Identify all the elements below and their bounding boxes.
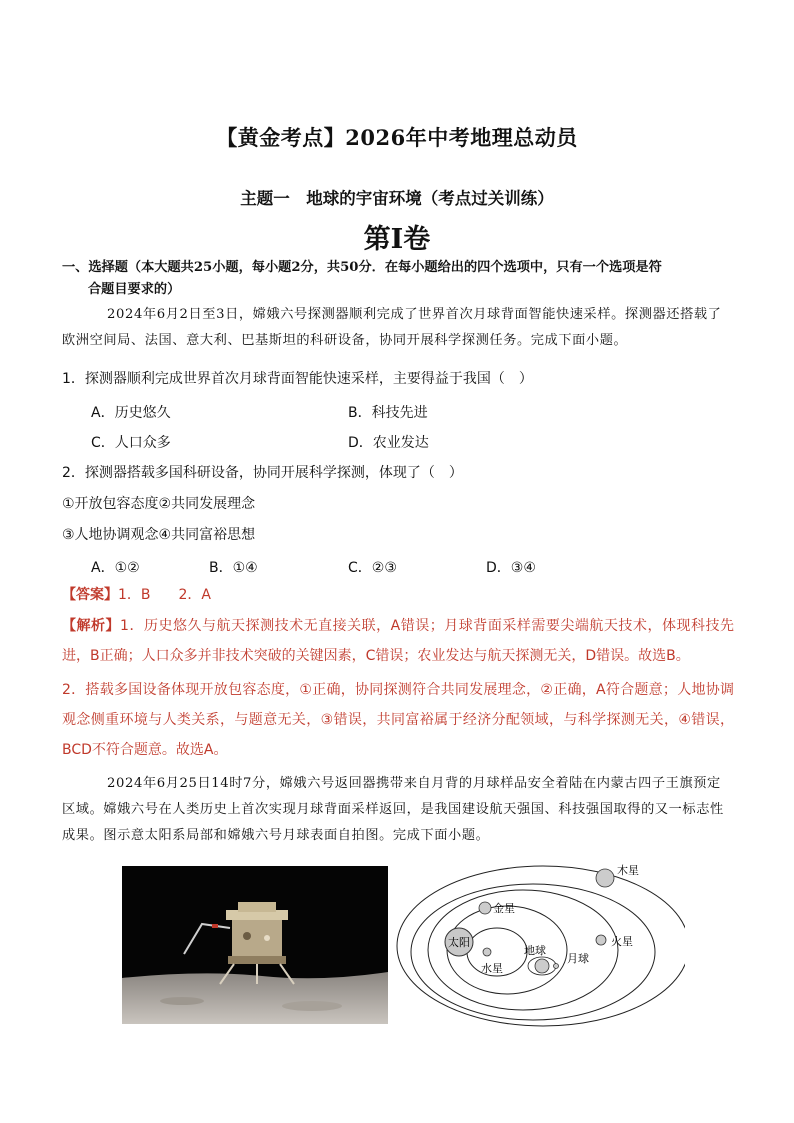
moon-icon <box>554 964 559 969</box>
page-title: 【黄金考点】2026年中考地理总动员 <box>216 125 578 150</box>
mars-icon <box>596 935 606 945</box>
q2-statements-1: ①开放包容态度②共同发展理念 <box>62 496 256 512</box>
jupiter-label: 木星 <box>617 864 639 877</box>
answer-line <box>62 584 211 604</box>
lander-photo-illustration <box>122 866 388 1024</box>
lander-selfie-photo <box>122 866 388 1024</box>
answer-label: 【答案】 <box>62 587 118 603</box>
mars-label: 火星 <box>611 935 633 948</box>
analysis-paragraph-1 <box>62 611 734 671</box>
q1-option-a: A．历史悠久 <box>91 405 171 421</box>
volume-heading: 第Ⅰ卷 <box>363 224 431 255</box>
jupiter-icon <box>596 869 614 887</box>
answer-text: 1．B 2．A <box>118 587 211 603</box>
analysis-paragraph-2: 2．搭载多国设备体现开放包容态度，①正确，协同探测符合共同发展理念，②正确，A符合题意；人地协调观念侧重环境与人类关系，与题意无关，③错误，共同富裕属于经济分配领域，与科学探测无关，④错误，BCD不符合题意。故选A。 <box>62 682 734 758</box>
question-2-stem: 2．探测器搭载多国科研设备，协同开展科学探测，体现了（ ） <box>62 465 463 481</box>
passage-1: 2024年6月2日至3日，嫦娥六号探测器顺利完成了世界首次月球背面智能快速采样。探测器还搭载了欧洲空间局、法国、意大利、巴基斯坦的科研设备，协同开展科学探测任务。完成下面小题。 <box>62 307 722 348</box>
analysis-label: 【解析】 <box>62 618 121 634</box>
passage-2: 2024年6月25日14时7分，嫦娥六号返回器携带来自月背的月球样品安全着陆在内蒙古四子王旗预定区域。嫦娥六号在人类历史上首次实现月球背面采样返回，是我国建设航天强国、科技强国取得的又一标志性成果。图示意太阳系局部和嫦娥六号月球表面自拍图。完成下面小题。 <box>62 776 724 843</box>
q1-option-c: C．人口众多 <box>91 435 171 451</box>
mercury-icon <box>483 948 491 956</box>
mercury-label: 水星 <box>481 962 503 975</box>
analysis-text-1: 1．历史悠久与航天探测技术无直接关联，A错误；月球背面采样需要尖端航天技术，体现科技先进，B正确；人口众多并非技术突破的关键因素，C错误；农业发达与航天探测无关，D错误。故选B。 <box>62 618 734 664</box>
q2-option-a: A．①② <box>91 560 140 576</box>
section-heading-line2: 合题目要求的） <box>88 282 181 297</box>
q1-option-b: B．科技先进 <box>348 405 428 421</box>
q1-option-d: D．农业发达 <box>348 435 429 451</box>
q2-statements-2: ③人地协调观念④共同富裕思想 <box>62 527 256 543</box>
earth-label: 地球 <box>524 944 546 957</box>
solar-system-diagram <box>385 856 685 1028</box>
page-subtitle: 主题一 地球的宇宙环境（考点过关训练） <box>240 189 554 208</box>
question-1-stem: 1．探测器顺利完成世界首次月球背面智能快速采样，主要得益于我国（ ） <box>62 371 533 387</box>
q2-option-c: C．②③ <box>348 560 397 576</box>
q2-option-b: B．①④ <box>209 560 258 576</box>
section-heading <box>62 257 734 301</box>
moon-label: 月球 <box>567 952 589 965</box>
section-heading-line1: 一、选择题（本大题共25小题，每小题2分，共50分．在每小题给出的四个选项中，只有一个选项是符 <box>62 260 662 275</box>
sun-label: 太阳 <box>448 936 470 949</box>
earth-icon <box>535 959 549 973</box>
venus-icon <box>479 902 491 914</box>
venus-label: 金星 <box>493 902 515 915</box>
q2-option-d: D．③④ <box>486 560 536 576</box>
